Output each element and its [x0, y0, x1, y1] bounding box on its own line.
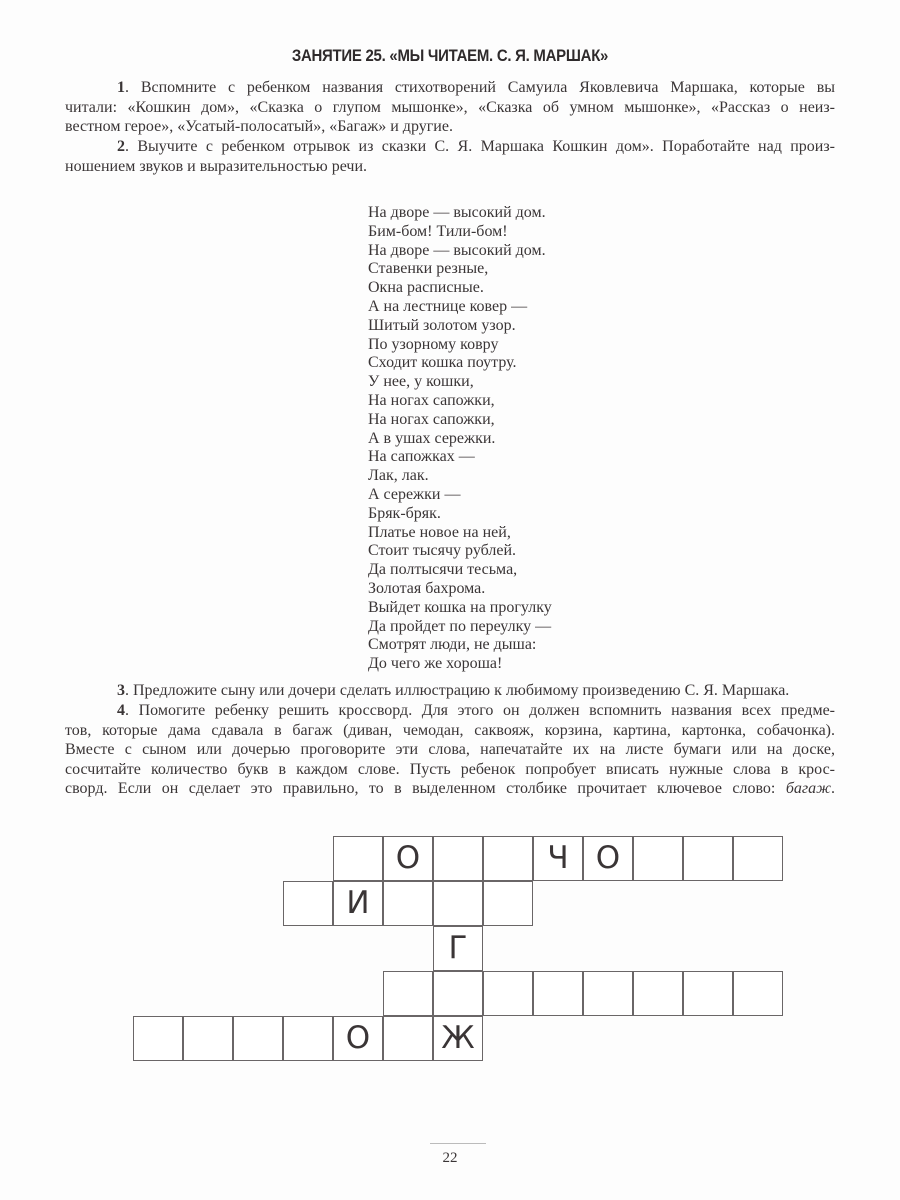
poem-line: Ставенки резные, [368, 260, 489, 278]
crossword-cell[interactable] [433, 836, 483, 881]
crossword-cell[interactable] [483, 971, 533, 1016]
crossword-cell[interactable]: Г [433, 926, 483, 971]
task-number: 1 [117, 79, 125, 96]
text-line: . Вспомните с ребенком названия стихотворений Самуила Яковлевича Маршака, которые вы [125, 79, 835, 96]
poem-line: По узорному ковру [368, 335, 499, 353]
text-line: Вместе с сыном или дочерью проговорите эти слова, напечатайте их на листе бумаги или на доске, [65, 741, 835, 759]
poem-line: У нее, у кошки, [368, 373, 474, 391]
crossword-cell[interactable] [583, 971, 633, 1016]
poem-line: А на лестнице ковер — [368, 297, 528, 315]
crossword-cell[interactable] [633, 971, 683, 1016]
poem-line: Лак, лак. [368, 467, 429, 485]
crossword-cell[interactable]: Ч [533, 836, 583, 881]
crossword-cell[interactable]: О [383, 836, 433, 881]
crossword-cell[interactable] [733, 971, 783, 1016]
crossword-cell[interactable]: И [333, 881, 383, 926]
text-line: тов, которые дама сдавала в багаж (диван, чемодан, саквояж, корзина, картина, картонка, собачонка). [65, 721, 835, 739]
crossword-cell[interactable] [133, 1016, 183, 1061]
crossword-cell[interactable] [283, 1016, 333, 1061]
text-line: сосчитайте количество букв в каждом слове. Пусть ребенок попробует вписать нужные слова в крос- [65, 760, 835, 778]
crossword-cell[interactable] [333, 836, 383, 881]
crossword-cell[interactable] [383, 1016, 433, 1061]
crossword-cell[interactable] [383, 881, 433, 926]
poem-line: На ногах сапожки, [368, 391, 495, 409]
task-number: 4 [117, 702, 125, 719]
poem-line: На сапожках — [368, 448, 475, 466]
crossword-cell[interactable] [633, 836, 683, 881]
page-number: 22 [442, 1150, 458, 1166]
crossword-cell[interactable] [483, 836, 533, 881]
poem-line: Золотая бахрома. [368, 579, 486, 597]
page-title: ЗАНЯТИЕ 25. «МЫ ЧИТАЕМ. С. Я. МАРШАК» [291, 46, 609, 65]
poem-line: Бряк-бряк. [368, 504, 441, 522]
poem-line: Сходит кошка поутру. [368, 354, 517, 372]
keyword: багаж [785, 780, 831, 798]
poem-line: Смотрят люди, не дыша: [368, 636, 537, 654]
task-2 [65, 137, 835, 176]
poem-line: На ногах сапожки, [368, 410, 495, 428]
text-line: читали: «Кошкин дом», «Сказка о глупом мышонке», «Сказка об умном мышонке», «Рассказ о неиз- [65, 98, 835, 116]
poem-line: Стоит тысячу рублей. [368, 542, 517, 560]
crossword-cell[interactable]: Ж [433, 1016, 483, 1061]
crossword-cell[interactable] [733, 836, 783, 881]
poem-line: До чего же хороша! [368, 655, 503, 673]
task-number: 3 [117, 682, 125, 699]
poem-line: Окна расписные. [368, 279, 484, 297]
crossword-cell[interactable]: О [583, 836, 633, 881]
poem-line: На дворе — высокий дом. [368, 204, 546, 221]
footer-divider [430, 1143, 486, 1144]
crossword-cell[interactable] [683, 971, 733, 1016]
poem-line: Бим-бом! Тили-бом! [368, 222, 508, 240]
poem-line: А в ушах сережки. [368, 429, 496, 447]
task-4: 4. Помогите ребенку решить кроссворд. Для этого он должен вспомнить названия всех предме- тов, которые дама сдавала в багаж (диван, чемодан, саквояж, корзина, картина, картонка, собачонка). Вместе с сыном или дочерью проговорите эти слова, напечатайте их на листе бумаги или на доске, сосчитайте количество букв в каждом слове. Пусть ребенок попробует вписать нужные слова в крос- сворд. Если он сделает это правильно, то в выделенном столбике прочитает ключевое слово: багаж. [65, 702, 835, 798]
crossword-cell[interactable] [433, 881, 483, 926]
poem-line: Шитый золотом узор. [368, 316, 516, 334]
poem-line: А сережки — [368, 485, 461, 503]
poem-line: Да полтысячи тесьма, [368, 561, 518, 579]
text-line: вестном герое», «Усатый-полосатый», «Багаж» и другие. [65, 118, 453, 136]
text-line: . Помогите ребенку решить кроссворд. Для этого он должен вспомнить названия всех предме- [125, 702, 835, 719]
task-number: 2 [117, 138, 125, 155]
poem [368, 204, 552, 674]
crossword-cell[interactable] [483, 881, 533, 926]
crossword-cell[interactable] [183, 1016, 233, 1061]
crossword-cell[interactable] [433, 971, 483, 1016]
text-line: сворд. Если он сделает это правильно, то в выделенном столбике прочитает ключевое слово: [65, 780, 786, 798]
crossword-cell[interactable] [683, 836, 733, 881]
task-1 [65, 78, 835, 137]
poem-line: Да пройдет по переулку — [368, 617, 552, 635]
crossword-cell[interactable] [533, 971, 583, 1016]
text-line: . Выучите с ребенком отрывок из сказки С. Я. Маршака Кошкин дом». Поработайте над произ- [125, 138, 835, 155]
task-3 [65, 681, 835, 701]
crossword-cell[interactable] [233, 1016, 283, 1061]
poem-line: Выйдет кошка на прогулку [368, 598, 552, 616]
text-line: . Предложите сыну или дочери сделать иллюстрацию к любимому произведению С. Я. Маршака. [125, 682, 790, 699]
poem-line: На дворе — высокий дом. [368, 241, 546, 259]
crossword-cell[interactable]: О [333, 1016, 383, 1061]
text-line: ношением звуков и выразительностью речи. [65, 157, 368, 175]
crossword-cell[interactable] [383, 971, 433, 1016]
poem-line: Платье новое на ней, [368, 523, 511, 541]
crossword-cell[interactable] [283, 881, 333, 926]
